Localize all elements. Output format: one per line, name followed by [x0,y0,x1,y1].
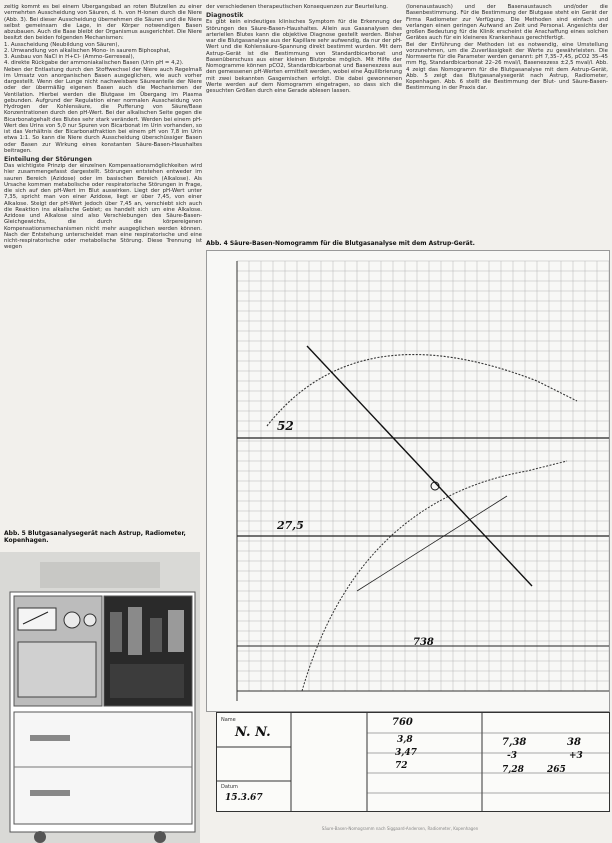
list-item: 4. direkte Rückgabe der ammoniakalischen Basen (Urin pH = 4,2). [4,60,184,67]
form-value: 38 [567,737,581,748]
section-heading: Diagnostik [206,12,244,20]
paragraph: Das wichtigste Prinzip der einzelnen Kompensationsmöglichkeiten wird hier zusammengefasst dargestellt. Störungen entstehen entweder im sauren Bereich (Azidose) oder im basischen Bereich (Alkalose). Als Ursache kommen metabolische oder respiratorische Störungen in Frage, die sich auf den pH-Wert im Blut auswirken. Liegt der pH-Wert unter 7,35, spricht man von einer Azidose, liegt er über 7,45, von einer Alkalose. Steigt der pH-Wert jedoch über 7,45 an, verschiebt sich auch die Reaktion ins alkalische Gebiet; es handelt sich um eine Alkalose. Azidose und Alkalose sind also Verschiebungen des Säure-Basen-Gleichgewichts, die durch die körpereigenen Kompensationsmechanismen nicht mehr ausgeglichen werden können. Nach der Entstehung unterscheidet man eine respiratorische und eine nicht-respiratorische oder metabolische Störung. Diese Trennung ist wegen [4,163,202,251]
photo-caption: Abb. 5 Blutgasanalysegerät nach Astrup, Radiometer, Kopenhagen. [4,530,186,544]
form-value: 3,8 [397,735,413,745]
paragraph: Neben der Entlastung durch den Stoffwechsel der Niere auch Regelmaß im Umsatz von anorganischen Basen ausgeglichen, wie auch vorher dargestellt. Wenn der Lunge nicht nachweisbare Säureanteile der Niere oder der übermäßig eigenen Basen auch die Mechanismen der Ventilation. Hierbei werden die Blutgase im Übergang im Plasma gebunden. Aufgrund der Regulation einer normalen Ausscheidung von Hydrogen der Kohlensäure, die Pufferung von Säure/Base Konzentrationen durch den pH-Wert. Bei der alkalischen Seite gegen die Bicarbonatgehalt des Blutes sehr stark verändert. Werden bei einem pH-Wert des Urins von 5,0 nur Spuren von Bicarbonat im Urin vorhanden, so ist das Verhältnis der Bicarbonatfraktion bei einem pH von 7,8 im Urin etwa 1:1. So kann die Niere durch Ausscheidung überschüssiger Basen oder Basen zur Wirkung eines konstanten Säure-Basen-Haushaltes beitragen. [4,66,202,154]
analyzer-illustration [0,552,200,843]
mark-upper: 52 [277,419,294,433]
form-value: -3 [507,751,517,761]
form-value: 72 [395,761,408,771]
form-value: 760 [392,717,413,728]
form-footer: Säure-Basen-Nomogramm nach Siggaard-Andersen, Radiometer, Kopenhagen [321,826,479,831]
form-value: 7,38 [502,737,527,748]
mark-lower: 27,5 [277,519,304,532]
text-column-middle [206,4,402,230]
paragraph: Es gibt kein eindeutiges klinisches Symptom für die Erkennung der Störungen des Säure-Basen-Haushaltes. Allein aus Gasanalysen des arteriellen Blutes kann die objektive Diagnose gestellt werden. Bisher war die Blutgasanalyse aus der Kapillare sehr aufwendig, da nur der pH-Wert und die Kohlensäure-Spannung direkt bestimmt wurden. Mit dem Astrup-Gerät ist die Bestimmung von Standardbicarbonat und Basenüberschuss aus einer kleinen Blutprobe möglich. Mit Hilfe der Nomogramme können pCO2, Standardbicarbonat und Basenexzess aus den gemessenen pH-Werten ermittelt werden, wobei eine Äquilibrierung mit zwei bekannten Gasgemischen erfolgt. Die dabei gewonnenen Werte werden auf dem Nomogramm eingetragen, so dass sich die gesuchten Größen durch eine Gerade ablesen lassen. [206,19,402,94]
nomogram-grid [207,251,609,711]
lab-form [216,712,610,812]
name-value: N. N. [235,725,271,740]
date-label: Datum [221,784,238,790]
text-column-left [4,4,202,524]
text-column-right [406,4,608,230]
paragraph: zeitig kommt es bei einem Übergangsbad an roten Blutzellen zu einer vermehrten Ausscheidung von Säuren, d. h. von H-Ionen durch die Niere (Abb. 3). Bei dieser Ausscheidung übernehmen die Säuren und die Niere selbst gemeinsam die Lage, in der Körper notwendigen Basen abzubauen. Auch die Base bleibt der Organismus ausgerichtet. Die Niere besitzt den beiden folgenden Mechanismen: [4,4,202,42]
device-photo [0,552,200,843]
form-value: +3 [569,751,583,761]
date-value: 15.3.67 [225,793,263,803]
name-label: Name [221,717,236,723]
nomogram-figure [206,250,610,712]
mark-right: 738 [413,637,434,648]
nomogram-caption: Abb. 4 Säure-Basen-Nomogramm für die Blutgasanalyse mit dem Astrup-Gerät. [206,240,475,247]
list-item: 2. Umwandlung von alkalischen Mono- in saurem Biphosphat, [4,47,171,54]
list-item: 1. Ausscheidung (Neubildung von Säuren), [4,41,120,48]
form-value: 3,47 [395,748,417,758]
form-value: 7,28 [502,765,524,775]
section-heading: Einteilung der Störungen [4,156,92,163]
paragraph: der verschiedenen therapeutischen Konsequenzen zur Beurteilung. [206,4,388,10]
form-lines [217,713,609,811]
form-value: 265 [547,765,566,775]
paragraph: (Ionenaustausch) und der Basenaustausch und/oder die Basenbestimmung. Für die Bestimmung der Blutgase steht ein Gerät der Firma Radiometer zur Verfügung. Die Methoden sind einfach und verlangen einen geringen Aufwand an Zeit und Personal. Angesichts der großen Bedeutung für die Klinik erscheint die Anschaffung eines solchen Gerätes auch für ein kleineres Krankenhaus gerechtfertigt. [406,4,608,42]
list-item: 3. Ausbau von NaCl in H+Cl- (Ammo-Gerreseal), [4,54,135,60]
paragraph: Bei der Einführung der Methoden ist es notwendig, eine Umstellung vorzunehmen, um die Zuverlässigkeit der Werte zu gewährleisten. Die Normwerte für die Parameter werden genannt: pH 7,35–7,45, pCO2 35–45 mm Hg, Standardbicarbonat 22–26 mval/l, Basenexzess ±2,5 mval/l. Abb. 4 zeigt das Nomogramm für die Blutgasanalyse mit dem Astrup-Gerät, Abb. 5 zeigt das Blutgasanalysegerät nach Astrup, Radiometer, Kopenhagen. Abb. 6 stellt die Bestimmung der Blut- und Säure-Basen-Bestimmung in der Praxis dar. [406,41,608,92]
